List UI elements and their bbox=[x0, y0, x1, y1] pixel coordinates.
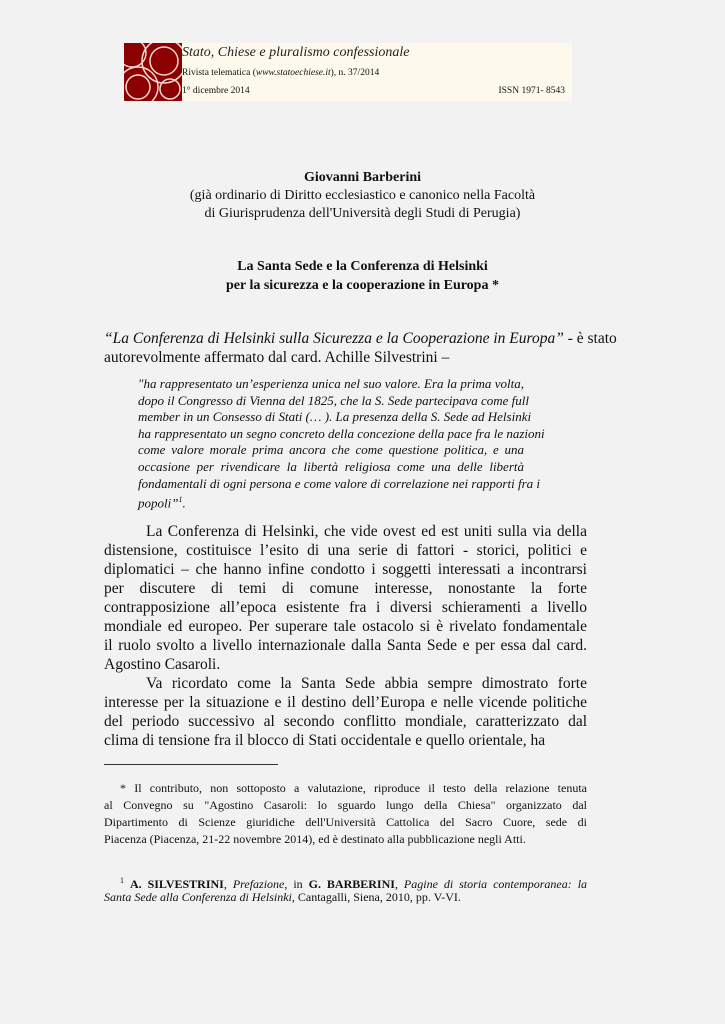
text-line: Va ricordato come la Santa Sede abbia sempre dimostrato forte bbox=[146, 675, 587, 692]
subtitle-issue: ), n. 37/2014 bbox=[330, 68, 380, 78]
author-name: Giovanni Barberini bbox=[303, 170, 422, 185]
issue-date: 1° dicembre 2014 bbox=[182, 86, 250, 96]
text-line: per discutere di temi di comune interesse, nonostante la forte bbox=[104, 580, 587, 597]
text-line: member in un Consesso di Stati (… ). La presenza della S. Sede ad Helsinki bbox=[138, 409, 532, 425]
footnote-1 bbox=[104, 872, 587, 906]
fn-work-2: Pagine di storia contemporanea: la bbox=[403, 877, 588, 891]
text-line: come valore morale prima ancora che come questione politica, e una bbox=[138, 442, 524, 458]
text-line: contrapposizione all’epoca esistente fra i diversi schieramenti a livello bbox=[104, 599, 587, 616]
text-line: Agostino Casaroli. bbox=[104, 656, 221, 673]
intro-line-2: autorevolmente affermato dal card. Achille Silvestrini – bbox=[104, 349, 450, 366]
fn-work-1: Prefazione bbox=[232, 877, 285, 891]
fn-author-2: G. BARBERINI bbox=[308, 877, 395, 891]
issn: ISSN 1971- 8543 bbox=[498, 86, 565, 96]
footnote-separator bbox=[104, 764, 278, 765]
text-line: occasione per rivendicare la libertà religiosa come una delle libertà bbox=[138, 458, 524, 474]
footnote-mark: 1 bbox=[120, 876, 124, 885]
text-line: popoli” bbox=[138, 495, 179, 511]
journal-title: Stato, Chiese e pluralismo confessionale bbox=[182, 45, 410, 60]
text-line: al Convegno su "Agostino Casaroli: lo sguardo lungo della Chiesa" organizzato dal bbox=[104, 798, 587, 812]
text-line: Piacenza (Piacenza, 21-22 novembre 2014), ed è destinato alla pubblicazione negli Atti. bbox=[104, 832, 526, 846]
text-line: dopo il Congresso di Vienna del 1825, che la S. Sede partecipava come full bbox=[138, 392, 530, 408]
text-line: Dipartimento di Scienze giuridiche dell'Università Cattolica del Sacro Cuore, sede di bbox=[104, 815, 587, 829]
intro bbox=[104, 329, 617, 367]
text-line: ha rappresentato un segno concreto della concezione della pace fra le nazioni bbox=[138, 425, 545, 441]
body-paragraphs bbox=[104, 522, 587, 750]
author-affiliation-1: (già ordinario di Diritto ecclesiastico e canonico nella Facoltà bbox=[189, 188, 536, 203]
article-title-2: per la sicurezza e la cooperazione in Europa * bbox=[226, 278, 499, 293]
text-line: il ruolo svolto a livello internazionale dalla Santa Sede e per essa dal card. bbox=[104, 637, 587, 654]
footnote-ref[interactable]: 1 bbox=[178, 495, 183, 505]
fn-sep: , bbox=[223, 877, 233, 891]
text-line: La Conferenza di Helsinki, che vide ovest ed est uniti sulla via della bbox=[146, 523, 587, 540]
journal-header bbox=[124, 43, 572, 101]
journal-url[interactable]: www.statoechiese.it bbox=[255, 68, 331, 78]
text-line: distensione, costituisce l’esito di una serie di fattori - storici, politici e bbox=[104, 542, 587, 559]
journal-logo bbox=[124, 43, 182, 101]
quote-end-line: popoli”$^1$. bbox=[138, 495, 186, 511]
text-line: "ha rappresentato un’esperienza unica nel suo valore. Era la prima volta, bbox=[138, 376, 524, 391]
text-line: mondiale ed europeo. Per superare tale ostacolo si è rivelato fondamentale bbox=[104, 618, 587, 635]
text-line: diplomatici – che hanno infine condotto i soggetti interessati a incontrarsi bbox=[104, 561, 587, 578]
fn-work-2-cont: Santa Sede alla Conferenza di Helsinki bbox=[104, 890, 292, 904]
block-quote bbox=[138, 376, 545, 511]
text-line: interesse per la situazione e il destino dell’Europa e nelle vicende politiche bbox=[104, 694, 587, 711]
text-line: fondamentali di ogni persona e come valore di correlazione nei rapporti fra i bbox=[138, 475, 540, 491]
intro-text: - è stato bbox=[563, 330, 617, 347]
fn-sep: , bbox=[394, 877, 404, 891]
subtitle-text: Rivista telematica ( bbox=[182, 68, 256, 78]
article-title-1: La Santa Sede e la Conferenza di Helsinki bbox=[237, 259, 488, 274]
fn-publisher: , Cantagalli, Siena, 2010, pp. V-VI. bbox=[291, 890, 461, 904]
fn-author-1: A. SILVESTRINI bbox=[129, 877, 224, 891]
fn-sep: , in bbox=[284, 877, 309, 891]
text-line: del periodo successivo al secondo conflitto mondiale, caratterizzato dal bbox=[104, 713, 587, 730]
footnote-star bbox=[104, 780, 587, 848]
quoted-title: “La Conferenza di Helsinki sulla Sicurezza e la Cooperazione in Europa” bbox=[104, 330, 564, 347]
text-line: * Il contributo, non sottoposto a valutazione, riproduce il testo della relazione tenuta bbox=[120, 781, 587, 795]
text-line: clima di tensione fra il blocco di Stati occidentale e quello orientale, ha bbox=[104, 732, 546, 749]
journal-subtitle bbox=[182, 68, 379, 78]
author-affiliation-2: di Giurisprudenza dell'Università degli Studi di Perugia) bbox=[204, 206, 521, 221]
